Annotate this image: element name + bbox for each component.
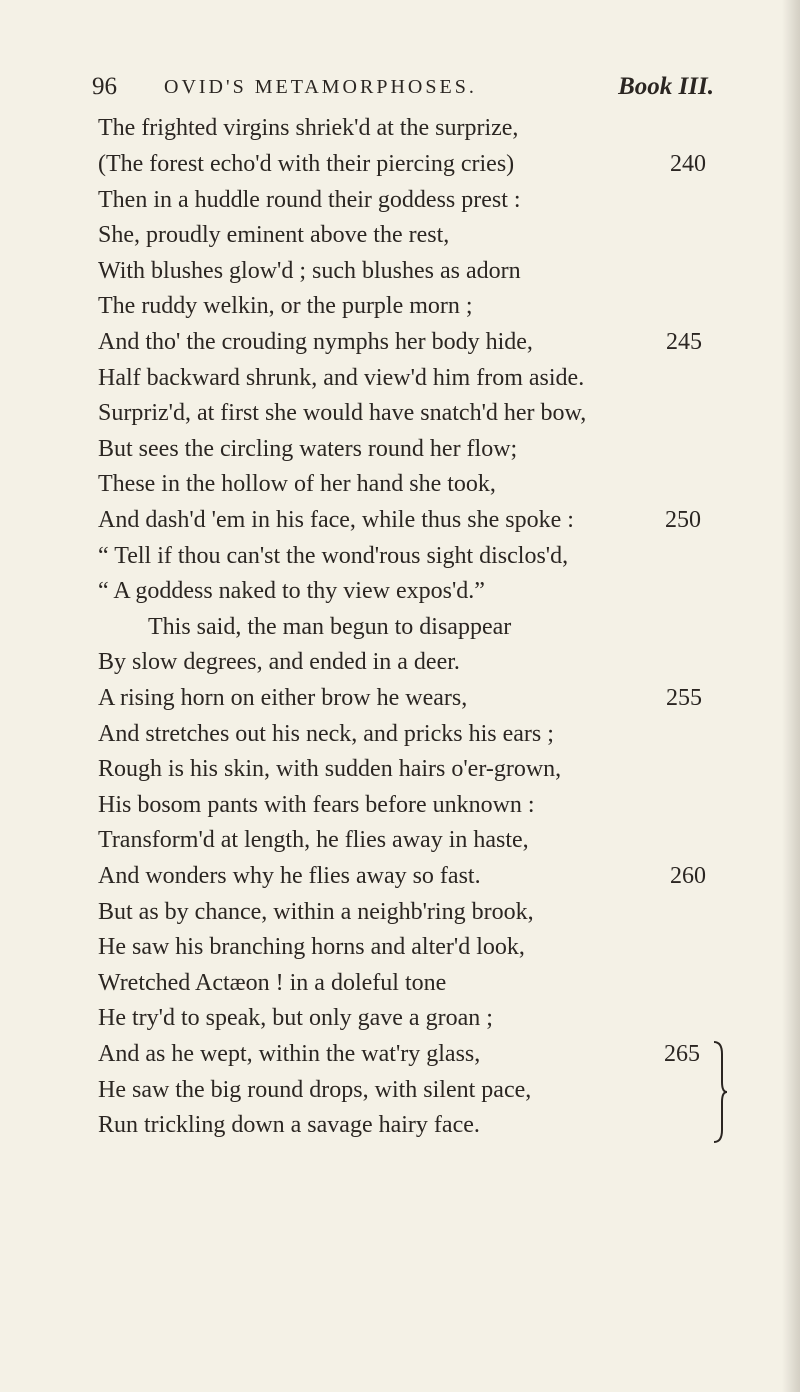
verse-line: Transform'd at length, he flies away in haste, <box>98 827 529 853</box>
verse-line: But sees the circling waters round her flow; <box>98 436 518 462</box>
verse-line: And wonders why he flies away so fast. <box>98 863 481 889</box>
verse-line: His bosom pants with fears before unknown : <box>98 792 535 818</box>
line-number: 240 <box>670 151 706 177</box>
verse-line: This said, the man begun to disappear <box>148 614 512 640</box>
verse-line: Then in a huddle round their goddess prest : <box>98 187 521 213</box>
line-number: 265 <box>664 1041 700 1067</box>
running-header <box>92 73 714 109</box>
verse-line: “ Tell if thou can'st the wond'rous sight disclos'd, <box>98 543 569 569</box>
line-number: 250 <box>665 507 701 533</box>
verse-line: The ruddy welkin, or the purple morn ; <box>98 293 473 319</box>
verse-line: And stretches out his neck, and pricks his ears ; <box>98 721 554 747</box>
verse-line: “ A goddess naked to thy view expos'd.” <box>98 578 485 604</box>
verse-line: These in the hollow of her hand she took, <box>98 471 496 497</box>
verse-line: He saw his branching horns and alter'd look, <box>98 934 525 960</box>
verse-line: He saw the big round drops, with silent pace, <box>98 1077 532 1103</box>
triplet-brace-icon <box>712 1040 728 1144</box>
verse-line: A rising horn on either brow he wears, <box>98 685 468 711</box>
verse-line: Surpriz'd, at first she would have snatch'd her bow, <box>98 400 587 426</box>
line-number: 260 <box>670 863 706 889</box>
verse-line: The frighted virgins shriek'd at the surprize, <box>98 115 519 141</box>
verse-line: Half backward shrunk, and view'd him from aside. <box>98 365 585 391</box>
verse-line: Rough is his skin, with sudden hairs o'er-grown, <box>98 756 562 782</box>
page-edge-shadow <box>782 0 800 1392</box>
verse-line: By slow degrees, and ended in a deer. <box>98 649 460 675</box>
verse-line: With blushes glow'd ; such blushes as adorn <box>98 258 521 284</box>
verse-line: Run trickling down a savage hairy face. <box>98 1112 480 1138</box>
verse-line: He try'd to speak, but only gave a groan ; <box>98 1005 493 1031</box>
verse-line: She, proudly eminent above the rest, <box>98 222 450 248</box>
line-number: 255 <box>666 685 702 711</box>
book-reference: Book III. <box>618 73 714 100</box>
verse-line: And dash'd 'em in his face, while thus she spoke : <box>98 507 574 533</box>
verse-line: Wretched Actæon ! in a doleful tone <box>98 970 447 996</box>
verse-line: But as by chance, within a neighb'ring brook, <box>98 899 534 925</box>
running-title: OVID'S METAMORPHOSES. <box>164 76 477 98</box>
verse-line: (The forest echo'd with their piercing cries) <box>98 151 515 177</box>
page-number: 96 <box>92 73 117 100</box>
verse-line: And tho' the crouding nymphs her body hide, <box>98 329 533 355</box>
line-number: 245 <box>666 329 702 355</box>
verse-line: And as he wept, within the wat'ry glass, <box>98 1041 481 1067</box>
